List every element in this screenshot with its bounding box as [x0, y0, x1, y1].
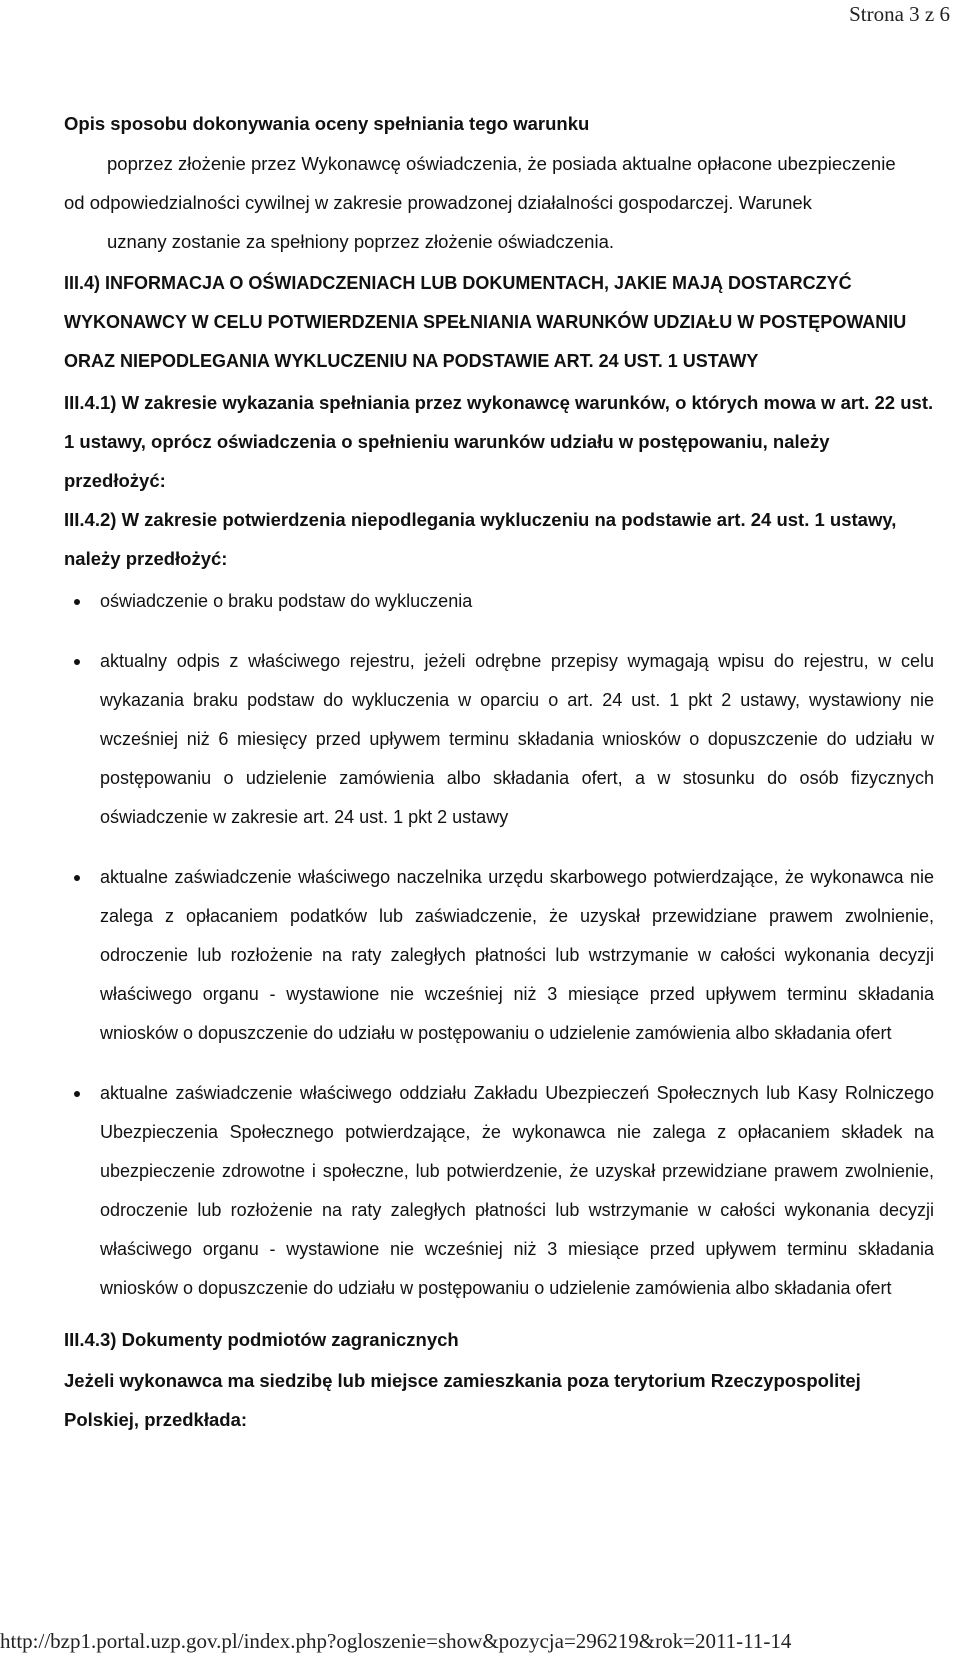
- heading-iii-4: III.4) INFORMACJA O OŚWIADCZENIACH LUB DOKUMENTACH, JAKIE MAJĄ DOSTARCZYĆ WYKONAWCY W CELU POTWIERDZENIA SPEŁNIANIA WARUNKÓW UDZIAŁU W POSTĘPOWANIU ORAZ NIEPODLEGANIA WYKLUCZENIU NA PODSTAWIE ART. 24 UST. 1 USTAWY: [64, 273, 907, 371]
- footer-url: http://bzp1.portal.uzp.gov.pl/index.php?ogloszenie=show&pozycja=296219&rok=2011-11-14: [0, 1629, 792, 1653]
- bullet-icon: [74, 599, 80, 605]
- description-line-3: uznany zostanie za spełniony poprzez złożenie oświadczenia.: [107, 231, 614, 252]
- list-item: [64, 1074, 934, 1308]
- list-item-text: oświadczenie o braku podstaw do wykluczenia: [100, 591, 473, 611]
- description-line-2: od odpowiedzialności cywilnej w zakresie prowadzonej działalności gospodarczej. Warunek: [64, 192, 812, 213]
- list-item: [64, 642, 934, 837]
- heading-iii-4-1: III.4.1) W zakresie wykazania spełniania przez wykonawcę warunków, o których mowa w art. 22 ust. 1 ustawy, oprócz oświadczenia o spełnieniu warunków udziału w postępowaniu, należy przedłożyć:: [64, 392, 934, 491]
- list-item-text: aktualny odpis z właściwego rejestru, jeżeli odrębne przepisy wymagają wpisu do rejestru, w celu wykazania braku podstaw do wykluczenia w oparciu o art. 24 ust. 1 pkt 2 ustawy, wystawiony nie wcześniej niż 6 miesięcy przed upływem terminu składania wniosków o dopuszczenie do udziału w postępowaniu o udzielenie zamówienia albo składania ofert, a w stosunku do osób fizycznych oświadczenie w zakresie art. 24 ust. 1 pkt 2 ustawy: [100, 651, 934, 827]
- bullet-icon: [74, 1091, 80, 1097]
- foreign-intro: Jeżeli wykonawca ma siedzibę lub miejsce zamieszkania poza terytorium Rzeczypospolitej Polskiej, przedkłada:: [64, 1370, 861, 1430]
- condition-description: [64, 144, 934, 261]
- list-item-text: aktualne zaświadczenie właściwego naczelnika urzędu skarbowego potwierdzające, że wykonawca nie zalega z opłacaniem podatków lub zaświadczenie, że uzyskał przewidziane prawem zwolnienie, odroczenie lub rozłożenie na raty zaległych płatności lub wstrzymanie w całości wykonania decyzji właściwego organu - wystawione nie wcześniej niż 3 miesiące przed upływem terminu składania wniosków o dopuszczenie do udziału w postępowaniu o udzielenie zamówienia albo składania ofert: [100, 867, 934, 1043]
- requirements-list: [64, 582, 934, 1308]
- list-item-text: aktualne zaświadczenie właściwego oddziału Zakładu Ubezpieczeń Społecznych lub Kasy Rolniczego Ubezpieczenia Społecznego potwierdzające, że wykonawca nie zalega z opłacaniem składek na ubezpieczenie zdrowotne i społeczne, lub potwierdzenie, że uzyskał przewidziane prawem zwolnienie, odroczenie lub rozłożenie na raty zaległych płatności lub wstrzymanie w całości wykonania decyzji właściwego organu - wystawione nie wcześniej niż 3 miesiące przed upływem terminu składania wniosków o dopuszczenie do udziału w postępowaniu o udzielenie zamówienia albo składania ofert: [100, 1083, 934, 1298]
- bullet-icon: [74, 659, 80, 665]
- heading-iii-4-2: III.4.2) W zakresie potwierdzenia niepodlegania wykluczeniu na podstawie art. 24 ust. 1 ustawy, należy przedłożyć:: [64, 509, 897, 569]
- list-item: [64, 582, 934, 621]
- bullet-icon: [74, 875, 80, 881]
- document-body: [64, 104, 934, 1439]
- heading-iii-4-3: III.4.3) Dokumenty podmiotów zagranicznych: [64, 1329, 459, 1350]
- description-line-1: poprzez złożenie przez Wykonawcę oświadczenia, że posiada aktualne opłacone ubezpieczenie: [107, 153, 896, 174]
- section-title: Opis sposobu dokonywania oceny spełniania tego warunku: [64, 113, 590, 134]
- list-item: [64, 858, 934, 1053]
- page-number: Strona 3 z 6: [849, 2, 950, 26]
